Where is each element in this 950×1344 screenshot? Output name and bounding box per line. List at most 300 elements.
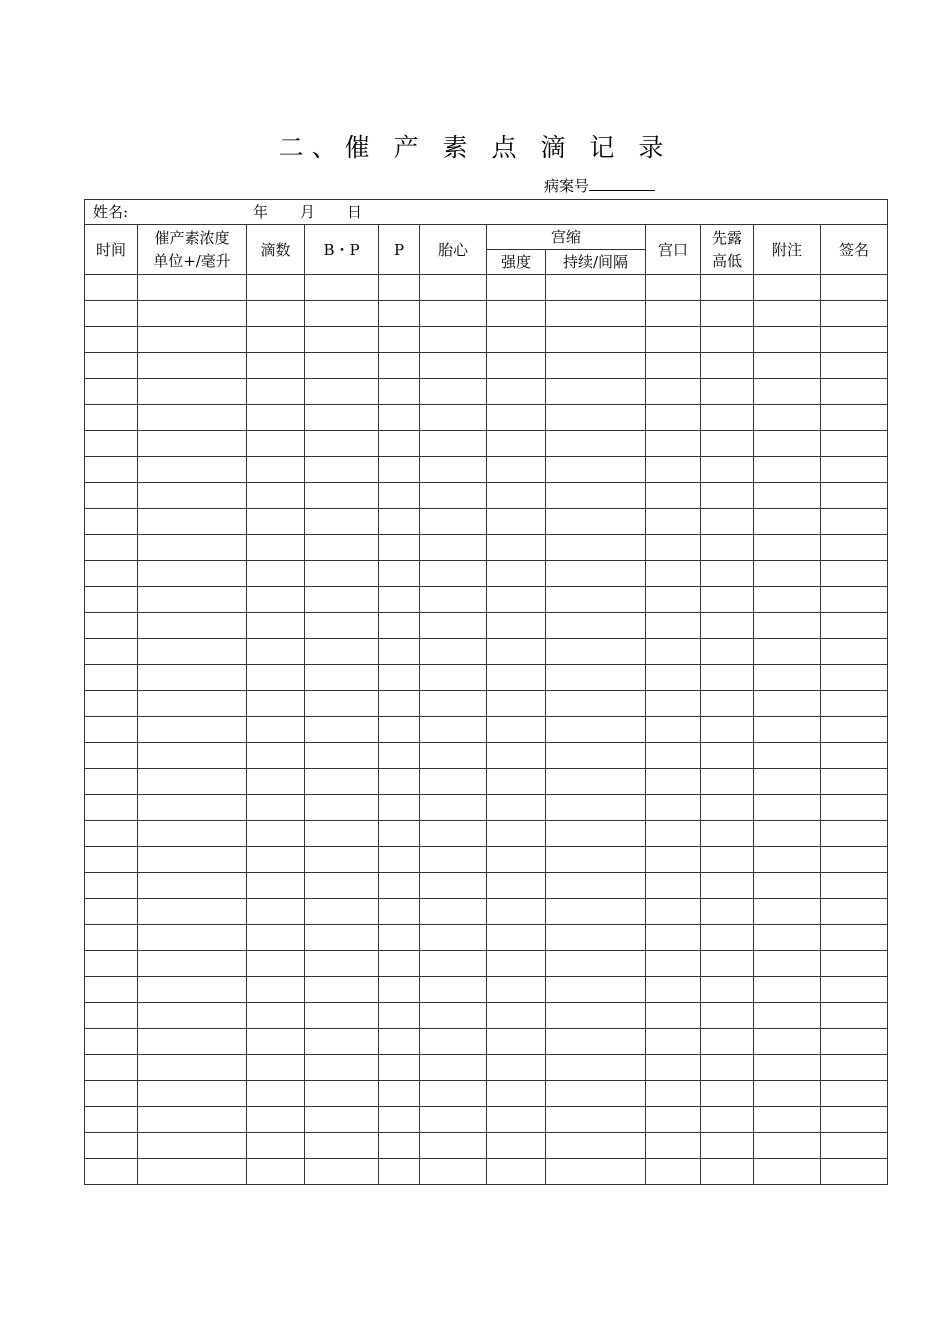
cell-signature[interactable] <box>821 561 888 587</box>
cell-bp[interactable] <box>305 769 379 795</box>
cell-cervix[interactable] <box>646 587 701 613</box>
cell-duration-interval[interactable] <box>546 509 646 535</box>
cell-intensity[interactable] <box>487 743 546 769</box>
cell-pulse[interactable] <box>379 353 420 379</box>
cell-presentation[interactable] <box>701 769 754 795</box>
cell-cervix[interactable] <box>646 1107 701 1133</box>
cell-oxytocin[interactable] <box>138 301 247 327</box>
cell-drops[interactable] <box>247 899 305 925</box>
cell-signature[interactable] <box>821 1133 888 1159</box>
cell-drops[interactable] <box>247 925 305 951</box>
cell-duration-interval[interactable] <box>546 1055 646 1081</box>
cell-drops[interactable] <box>247 717 305 743</box>
cell-drops[interactable] <box>247 691 305 717</box>
cell-oxytocin[interactable] <box>138 535 247 561</box>
cell-fetal-heart[interactable] <box>420 613 487 639</box>
cell-pulse[interactable] <box>379 1055 420 1081</box>
cell-fetal-heart[interactable] <box>420 1055 487 1081</box>
cell-oxytocin[interactable] <box>138 951 247 977</box>
cell-fetal-heart[interactable] <box>420 977 487 1003</box>
cell-presentation[interactable] <box>701 925 754 951</box>
cell-intensity[interactable] <box>487 405 546 431</box>
cell-presentation[interactable] <box>701 561 754 587</box>
cell-intensity[interactable] <box>487 821 546 847</box>
cell-remarks[interactable] <box>754 457 821 483</box>
cell-duration-interval[interactable] <box>546 1107 646 1133</box>
cell-remarks[interactable] <box>754 899 821 925</box>
cell-intensity[interactable] <box>487 327 546 353</box>
cell-drops[interactable] <box>247 795 305 821</box>
cell-signature[interactable] <box>821 821 888 847</box>
cell-signature[interactable] <box>821 483 888 509</box>
cell-remarks[interactable] <box>754 847 821 873</box>
cell-duration-interval[interactable] <box>546 795 646 821</box>
cell-presentation[interactable] <box>701 1003 754 1029</box>
cell-signature[interactable] <box>821 665 888 691</box>
cell-time[interactable] <box>85 795 138 821</box>
cell-pulse[interactable] <box>379 483 420 509</box>
cell-time[interactable] <box>85 717 138 743</box>
cell-pulse[interactable] <box>379 275 420 301</box>
cell-pulse[interactable] <box>379 1159 420 1185</box>
cell-bp[interactable] <box>305 379 379 405</box>
cell-pulse[interactable] <box>379 795 420 821</box>
cell-fetal-heart[interactable] <box>420 405 487 431</box>
cell-time[interactable] <box>85 925 138 951</box>
cell-pulse[interactable] <box>379 431 420 457</box>
cell-presentation[interactable] <box>701 743 754 769</box>
cell-presentation[interactable] <box>701 275 754 301</box>
cell-bp[interactable] <box>305 587 379 613</box>
cell-signature[interactable] <box>821 509 888 535</box>
cell-bp[interactable] <box>305 795 379 821</box>
cell-oxytocin[interactable] <box>138 613 247 639</box>
cell-bp[interactable] <box>305 431 379 457</box>
cell-fetal-heart[interactable] <box>420 275 487 301</box>
cell-oxytocin[interactable] <box>138 405 247 431</box>
cell-duration-interval[interactable] <box>546 951 646 977</box>
cell-oxytocin[interactable] <box>138 457 247 483</box>
cell-signature[interactable] <box>821 301 888 327</box>
cell-pulse[interactable] <box>379 1003 420 1029</box>
cell-presentation[interactable] <box>701 1159 754 1185</box>
cell-duration-interval[interactable] <box>546 743 646 769</box>
cell-bp[interactable] <box>305 821 379 847</box>
cell-intensity[interactable] <box>487 1003 546 1029</box>
cell-pulse[interactable] <box>379 1107 420 1133</box>
cell-remarks[interactable] <box>754 431 821 457</box>
cell-intensity[interactable] <box>487 769 546 795</box>
cell-drops[interactable] <box>247 275 305 301</box>
cell-intensity[interactable] <box>487 1029 546 1055</box>
cell-remarks[interactable] <box>754 743 821 769</box>
cell-fetal-heart[interactable] <box>420 1107 487 1133</box>
cell-oxytocin[interactable] <box>138 1003 247 1029</box>
cell-pulse[interactable] <box>379 639 420 665</box>
cell-signature[interactable] <box>821 1107 888 1133</box>
cell-time[interactable] <box>85 535 138 561</box>
cell-fetal-heart[interactable] <box>420 457 487 483</box>
cell-time[interactable] <box>85 1107 138 1133</box>
cell-pulse[interactable] <box>379 457 420 483</box>
cell-duration-interval[interactable] <box>546 769 646 795</box>
cell-drops[interactable] <box>247 509 305 535</box>
cell-time[interactable] <box>85 483 138 509</box>
cell-intensity[interactable] <box>487 951 546 977</box>
cell-presentation[interactable] <box>701 665 754 691</box>
cell-drops[interactable] <box>247 1055 305 1081</box>
cell-remarks[interactable] <box>754 275 821 301</box>
cell-remarks[interactable] <box>754 1133 821 1159</box>
cell-duration-interval[interactable] <box>546 821 646 847</box>
cell-remarks[interactable] <box>754 717 821 743</box>
cell-presentation[interactable] <box>701 821 754 847</box>
cell-fetal-heart[interactable] <box>420 535 487 561</box>
cell-pulse[interactable] <box>379 769 420 795</box>
cell-time[interactable] <box>85 951 138 977</box>
cell-presentation[interactable] <box>701 431 754 457</box>
cell-duration-interval[interactable] <box>546 301 646 327</box>
cell-presentation[interactable] <box>701 1133 754 1159</box>
cell-signature[interactable] <box>821 743 888 769</box>
cell-drops[interactable] <box>247 1003 305 1029</box>
cell-fetal-heart[interactable] <box>420 691 487 717</box>
cell-intensity[interactable] <box>487 587 546 613</box>
cell-bp[interactable] <box>305 561 379 587</box>
cell-drops[interactable] <box>247 639 305 665</box>
cell-cervix[interactable] <box>646 613 701 639</box>
cell-duration-interval[interactable] <box>546 483 646 509</box>
cell-presentation[interactable] <box>701 1055 754 1081</box>
cell-duration-interval[interactable] <box>546 1003 646 1029</box>
cell-presentation[interactable] <box>701 1029 754 1055</box>
cell-duration-interval[interactable] <box>546 561 646 587</box>
cell-time[interactable] <box>85 275 138 301</box>
cell-drops[interactable] <box>247 587 305 613</box>
cell-intensity[interactable] <box>487 509 546 535</box>
cell-remarks[interactable] <box>754 1055 821 1081</box>
cell-oxytocin[interactable] <box>138 431 247 457</box>
cell-duration-interval[interactable] <box>546 847 646 873</box>
cell-pulse[interactable] <box>379 691 420 717</box>
cell-presentation[interactable] <box>701 951 754 977</box>
cell-drops[interactable] <box>247 613 305 639</box>
cell-signature[interactable] <box>821 275 888 301</box>
cell-presentation[interactable] <box>701 899 754 925</box>
cell-time[interactable] <box>85 873 138 899</box>
cell-intensity[interactable] <box>487 1055 546 1081</box>
cell-pulse[interactable] <box>379 821 420 847</box>
cell-oxytocin[interactable] <box>138 483 247 509</box>
cell-drops[interactable] <box>247 561 305 587</box>
cell-duration-interval[interactable] <box>546 457 646 483</box>
cell-intensity[interactable] <box>487 925 546 951</box>
cell-duration-interval[interactable] <box>546 665 646 691</box>
cell-signature[interactable] <box>821 405 888 431</box>
cell-cervix[interactable] <box>646 301 701 327</box>
cell-cervix[interactable] <box>646 1133 701 1159</box>
cell-duration-interval[interactable] <box>546 587 646 613</box>
cell-pulse[interactable] <box>379 847 420 873</box>
cell-oxytocin[interactable] <box>138 977 247 1003</box>
cell-presentation[interactable] <box>701 977 754 1003</box>
cell-intensity[interactable] <box>487 1081 546 1107</box>
cell-fetal-heart[interactable] <box>420 951 487 977</box>
cell-duration-interval[interactable] <box>546 275 646 301</box>
cell-drops[interactable] <box>247 535 305 561</box>
cell-duration-interval[interactable] <box>546 925 646 951</box>
cell-bp[interactable] <box>305 275 379 301</box>
cell-oxytocin[interactable] <box>138 353 247 379</box>
cell-duration-interval[interactable] <box>546 613 646 639</box>
cell-fetal-heart[interactable] <box>420 1029 487 1055</box>
cell-fetal-heart[interactable] <box>420 717 487 743</box>
cell-bp[interactable] <box>305 1133 379 1159</box>
cell-oxytocin[interactable] <box>138 587 247 613</box>
cell-fetal-heart[interactable] <box>420 301 487 327</box>
cell-signature[interactable] <box>821 639 888 665</box>
cell-drops[interactable] <box>247 353 305 379</box>
cell-presentation[interactable] <box>701 613 754 639</box>
cell-time[interactable] <box>85 587 138 613</box>
cell-cervix[interactable] <box>646 743 701 769</box>
cell-time[interactable] <box>85 613 138 639</box>
cell-pulse[interactable] <box>379 951 420 977</box>
cell-remarks[interactable] <box>754 1159 821 1185</box>
cell-pulse[interactable] <box>379 301 420 327</box>
cell-drops[interactable] <box>247 457 305 483</box>
cell-presentation[interactable] <box>701 509 754 535</box>
cell-bp[interactable] <box>305 1029 379 1055</box>
cell-intensity[interactable] <box>487 431 546 457</box>
cell-cervix[interactable] <box>646 431 701 457</box>
cell-fetal-heart[interactable] <box>420 1081 487 1107</box>
cell-bp[interactable] <box>305 405 379 431</box>
cell-duration-interval[interactable] <box>546 327 646 353</box>
cell-fetal-heart[interactable] <box>420 821 487 847</box>
cell-remarks[interactable] <box>754 535 821 561</box>
cell-time[interactable] <box>85 1055 138 1081</box>
cell-bp[interactable] <box>305 1081 379 1107</box>
cell-cervix[interactable] <box>646 327 701 353</box>
cell-bp[interactable] <box>305 1055 379 1081</box>
cell-remarks[interactable] <box>754 587 821 613</box>
cell-oxytocin[interactable] <box>138 769 247 795</box>
cell-pulse[interactable] <box>379 743 420 769</box>
cell-bp[interactable] <box>305 639 379 665</box>
cell-cervix[interactable] <box>646 665 701 691</box>
cell-remarks[interactable] <box>754 1029 821 1055</box>
cell-oxytocin[interactable] <box>138 1159 247 1185</box>
cell-time[interactable] <box>85 1029 138 1055</box>
cell-signature[interactable] <box>821 327 888 353</box>
cell-fetal-heart[interactable] <box>420 769 487 795</box>
cell-signature[interactable] <box>821 977 888 1003</box>
cell-oxytocin[interactable] <box>138 1107 247 1133</box>
cell-oxytocin[interactable] <box>138 665 247 691</box>
cell-pulse[interactable] <box>379 873 420 899</box>
cell-pulse[interactable] <box>379 925 420 951</box>
cell-bp[interactable] <box>305 1159 379 1185</box>
cell-pulse[interactable] <box>379 405 420 431</box>
cell-drops[interactable] <box>247 847 305 873</box>
cell-drops[interactable] <box>247 769 305 795</box>
cell-time[interactable] <box>85 1159 138 1185</box>
cell-pulse[interactable] <box>379 899 420 925</box>
cell-intensity[interactable] <box>487 457 546 483</box>
cell-intensity[interactable] <box>487 613 546 639</box>
cell-remarks[interactable] <box>754 613 821 639</box>
cell-duration-interval[interactable] <box>546 691 646 717</box>
cell-time[interactable] <box>85 1003 138 1029</box>
cell-oxytocin[interactable] <box>138 1133 247 1159</box>
cell-duration-interval[interactable] <box>546 1159 646 1185</box>
cell-signature[interactable] <box>821 899 888 925</box>
cell-remarks[interactable] <box>754 769 821 795</box>
cell-remarks[interactable] <box>754 691 821 717</box>
cell-fetal-heart[interactable] <box>420 639 487 665</box>
cell-cervix[interactable] <box>646 1159 701 1185</box>
cell-cervix[interactable] <box>646 847 701 873</box>
cell-bp[interactable] <box>305 925 379 951</box>
cell-fetal-heart[interactable] <box>420 925 487 951</box>
cell-oxytocin[interactable] <box>138 899 247 925</box>
cell-signature[interactable] <box>821 1081 888 1107</box>
cell-drops[interactable] <box>247 977 305 1003</box>
cell-intensity[interactable] <box>487 795 546 821</box>
cell-intensity[interactable] <box>487 301 546 327</box>
cell-fetal-heart[interactable] <box>420 847 487 873</box>
cell-duration-interval[interactable] <box>546 873 646 899</box>
cell-oxytocin[interactable] <box>138 925 247 951</box>
cell-signature[interactable] <box>821 457 888 483</box>
cell-time[interactable] <box>85 847 138 873</box>
cell-bp[interactable] <box>305 847 379 873</box>
cell-fetal-heart[interactable] <box>420 379 487 405</box>
cell-intensity[interactable] <box>487 639 546 665</box>
cell-signature[interactable] <box>821 379 888 405</box>
cell-cervix[interactable] <box>646 535 701 561</box>
cell-pulse[interactable] <box>379 1133 420 1159</box>
cell-signature[interactable] <box>821 1055 888 1081</box>
cell-oxytocin[interactable] <box>138 327 247 353</box>
cell-drops[interactable] <box>247 665 305 691</box>
record-number-blank[interactable] <box>589 176 655 191</box>
cell-remarks[interactable] <box>754 925 821 951</box>
cell-cervix[interactable] <box>646 951 701 977</box>
cell-fetal-heart[interactable] <box>420 353 487 379</box>
cell-presentation[interactable] <box>701 379 754 405</box>
cell-oxytocin[interactable] <box>138 691 247 717</box>
cell-presentation[interactable] <box>701 873 754 899</box>
cell-time[interactable] <box>85 301 138 327</box>
cell-remarks[interactable] <box>754 665 821 691</box>
cell-time[interactable] <box>85 327 138 353</box>
cell-cervix[interactable] <box>646 717 701 743</box>
cell-bp[interactable] <box>305 743 379 769</box>
cell-pulse[interactable] <box>379 327 420 353</box>
cell-oxytocin[interactable] <box>138 561 247 587</box>
cell-fetal-heart[interactable] <box>420 1159 487 1185</box>
cell-presentation[interactable] <box>701 535 754 561</box>
cell-intensity[interactable] <box>487 1133 546 1159</box>
cell-drops[interactable] <box>247 1133 305 1159</box>
cell-time[interactable] <box>85 1081 138 1107</box>
cell-bp[interactable] <box>305 873 379 899</box>
cell-drops[interactable] <box>247 821 305 847</box>
cell-pulse[interactable] <box>379 1029 420 1055</box>
cell-presentation[interactable] <box>701 717 754 743</box>
cell-cervix[interactable] <box>646 1003 701 1029</box>
cell-signature[interactable] <box>821 1159 888 1185</box>
cell-remarks[interactable] <box>754 353 821 379</box>
cell-intensity[interactable] <box>487 717 546 743</box>
cell-duration-interval[interactable] <box>546 977 646 1003</box>
cell-presentation[interactable] <box>701 483 754 509</box>
cell-duration-interval[interactable] <box>546 379 646 405</box>
cell-intensity[interactable] <box>487 379 546 405</box>
cell-fetal-heart[interactable] <box>420 743 487 769</box>
cell-time[interactable] <box>85 821 138 847</box>
cell-pulse[interactable] <box>379 535 420 561</box>
cell-intensity[interactable] <box>487 1107 546 1133</box>
cell-time[interactable] <box>85 899 138 925</box>
cell-remarks[interactable] <box>754 379 821 405</box>
cell-time[interactable] <box>85 665 138 691</box>
cell-oxytocin[interactable] <box>138 873 247 899</box>
cell-signature[interactable] <box>821 769 888 795</box>
cell-bp[interactable] <box>305 717 379 743</box>
cell-remarks[interactable] <box>754 1003 821 1029</box>
cell-presentation[interactable] <box>701 327 754 353</box>
cell-intensity[interactable] <box>487 665 546 691</box>
cell-cervix[interactable] <box>646 691 701 717</box>
cell-drops[interactable] <box>247 873 305 899</box>
cell-presentation[interactable] <box>701 457 754 483</box>
cell-cervix[interactable] <box>646 405 701 431</box>
cell-bp[interactable] <box>305 977 379 1003</box>
cell-remarks[interactable] <box>754 873 821 899</box>
cell-cervix[interactable] <box>646 769 701 795</box>
cell-cervix[interactable] <box>646 639 701 665</box>
cell-oxytocin[interactable] <box>138 379 247 405</box>
cell-oxytocin[interactable] <box>138 275 247 301</box>
cell-bp[interactable] <box>305 483 379 509</box>
cell-intensity[interactable] <box>487 535 546 561</box>
cell-cervix[interactable] <box>646 457 701 483</box>
cell-duration-interval[interactable] <box>546 405 646 431</box>
cell-drops[interactable] <box>247 1029 305 1055</box>
cell-fetal-heart[interactable] <box>420 873 487 899</box>
cell-cervix[interactable] <box>646 821 701 847</box>
cell-pulse[interactable] <box>379 1081 420 1107</box>
cell-signature[interactable] <box>821 847 888 873</box>
cell-cervix[interactable] <box>646 795 701 821</box>
cell-bp[interactable] <box>305 613 379 639</box>
cell-bp[interactable] <box>305 665 379 691</box>
cell-cervix[interactable] <box>646 873 701 899</box>
cell-bp[interactable] <box>305 353 379 379</box>
cell-cervix[interactable] <box>646 275 701 301</box>
cell-oxytocin[interactable] <box>138 1081 247 1107</box>
cell-drops[interactable] <box>247 431 305 457</box>
cell-signature[interactable] <box>821 431 888 457</box>
cell-time[interactable] <box>85 405 138 431</box>
cell-signature[interactable] <box>821 951 888 977</box>
cell-remarks[interactable] <box>754 301 821 327</box>
cell-drops[interactable] <box>247 951 305 977</box>
cell-signature[interactable] <box>821 1003 888 1029</box>
